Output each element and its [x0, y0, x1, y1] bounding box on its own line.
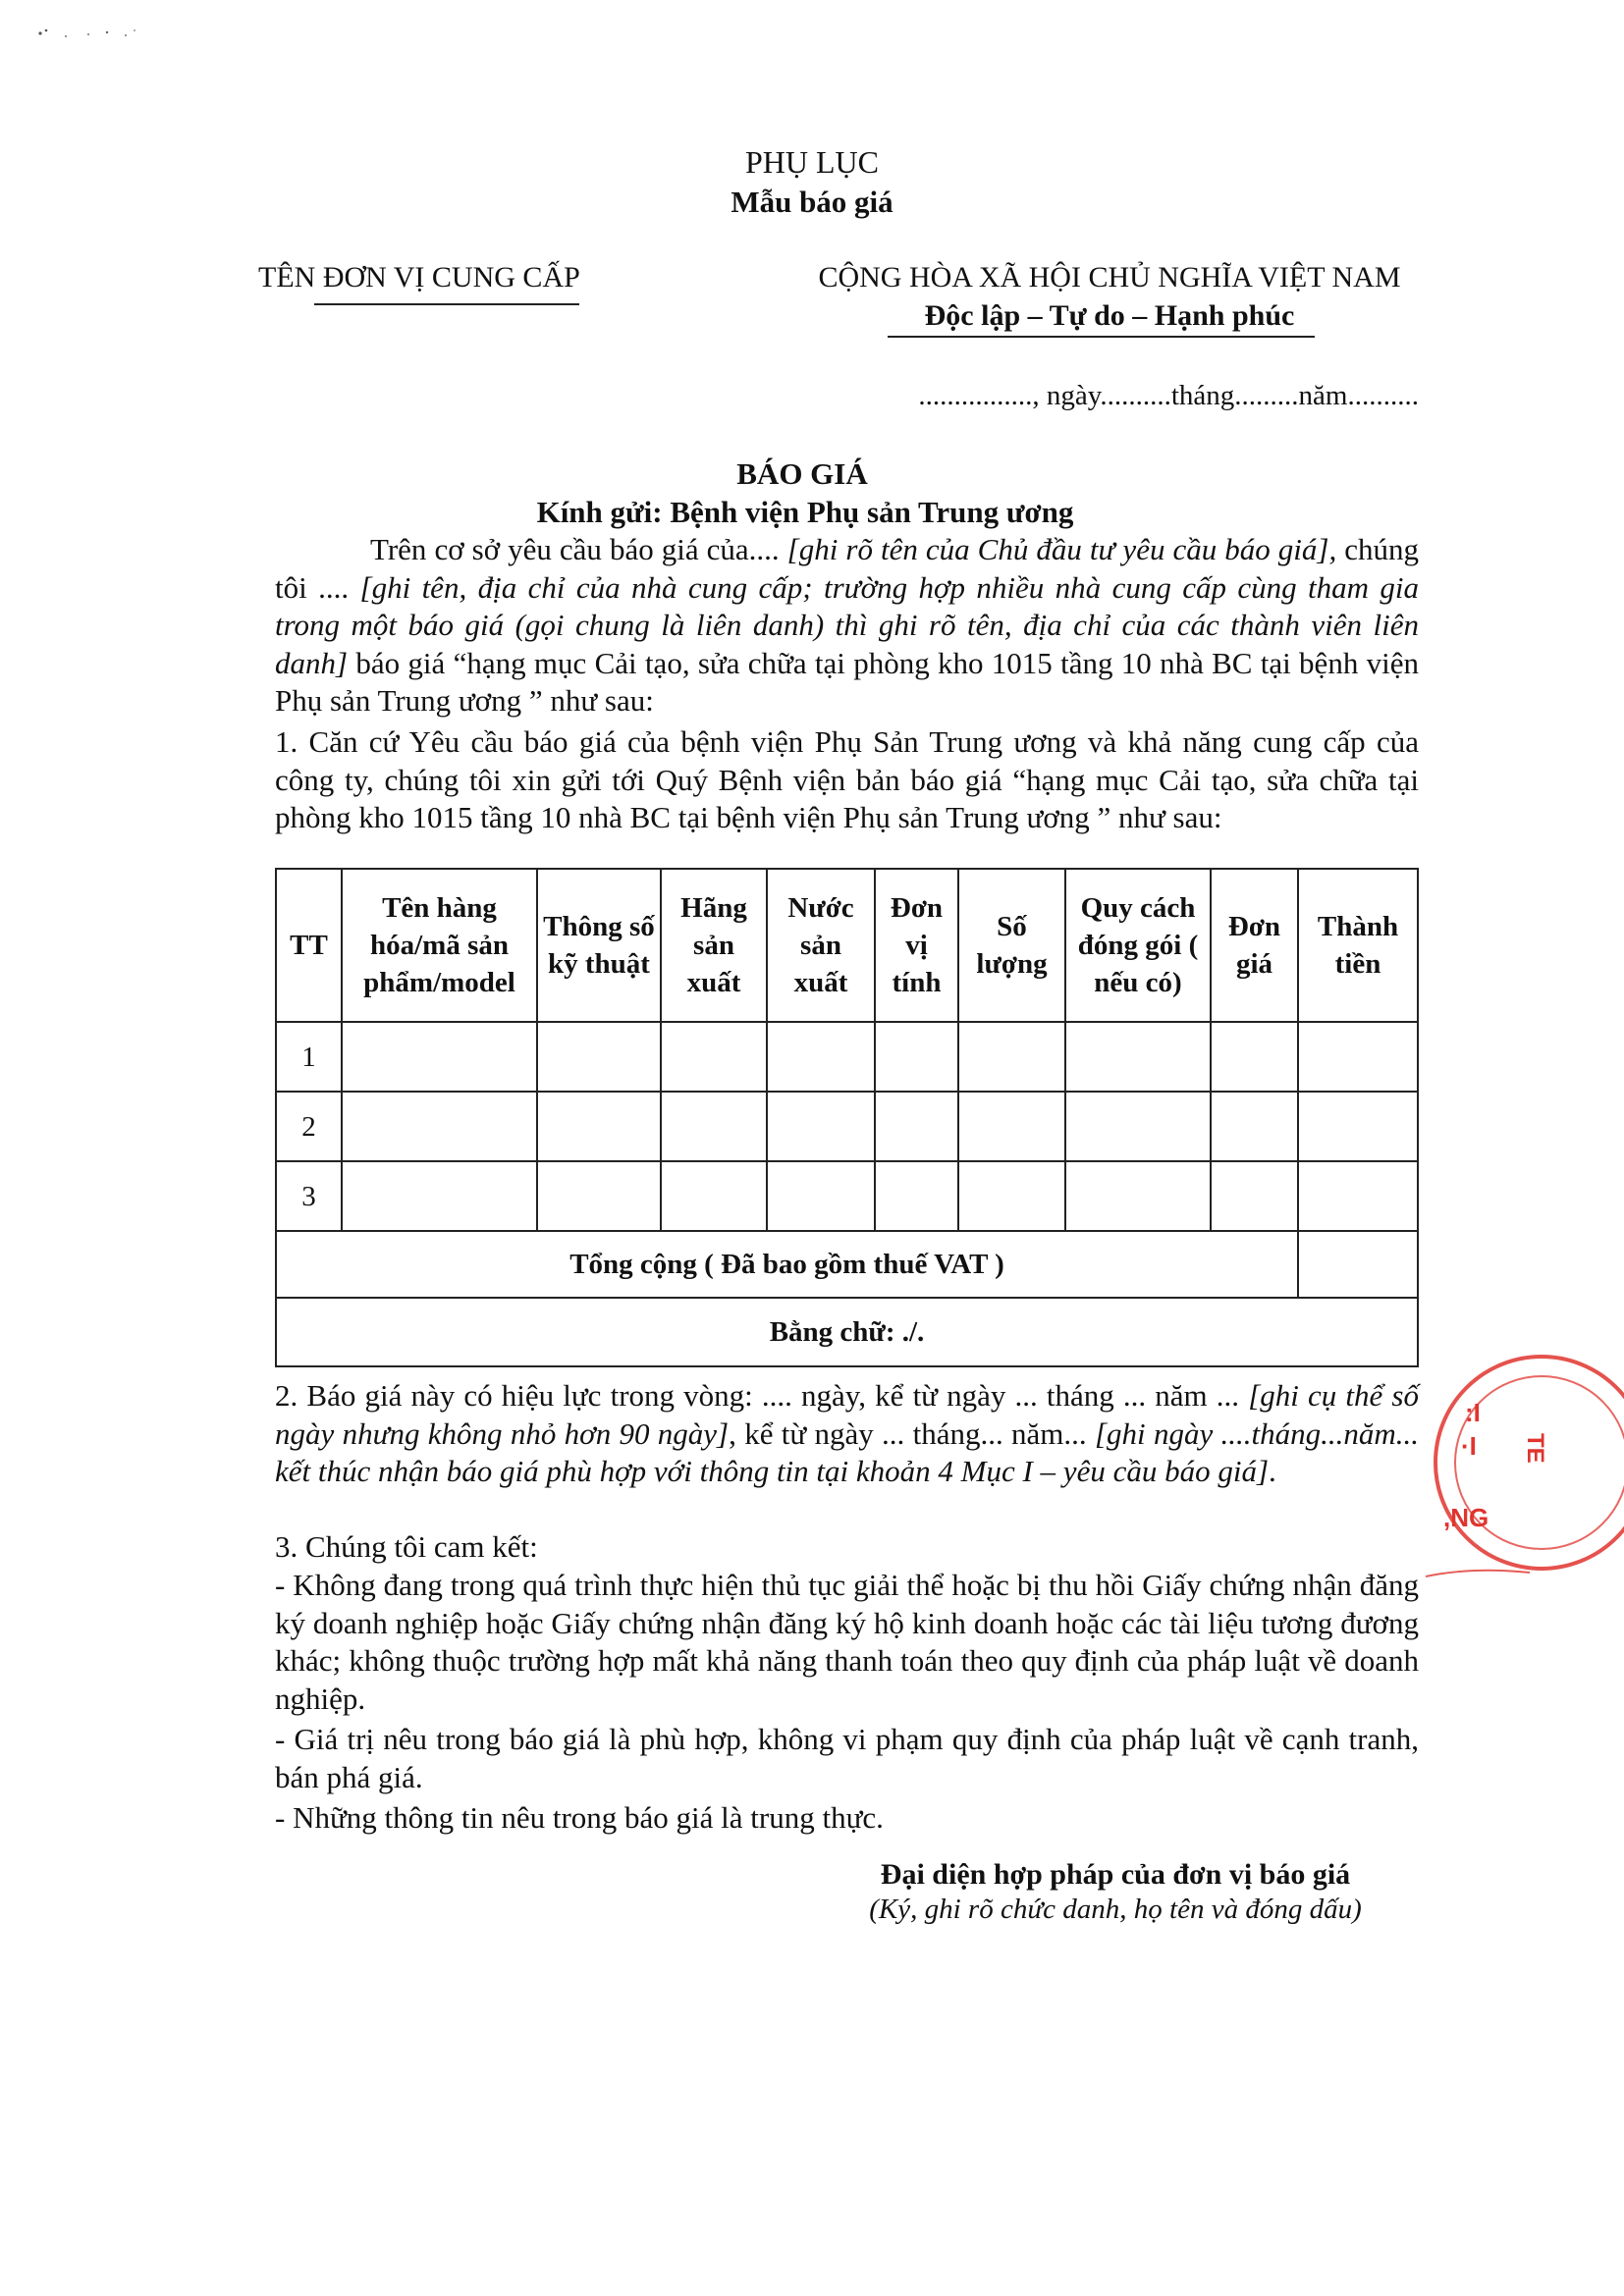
svg-text:TE: TE	[1522, 1433, 1548, 1464]
header-unit-price: Đơn giá	[1211, 869, 1298, 1022]
header-country: Nước sản xuất	[767, 869, 875, 1022]
header-manufacturer: Hãng sản xuất	[661, 869, 767, 1022]
total-value-cell	[1298, 1231, 1418, 1298]
intro-tail: báo giá “hạng mục Cải tạo, sửa chữa tại phòng kho 1015 tầng 10 nhà BC tại bệnh viện Phụ sản Trung ương ” như sau:	[275, 645, 1419, 718]
row-number: 3	[276, 1161, 342, 1231]
appendix-title: PHỤ LỤC	[744, 144, 879, 180]
intro-lead: Trên cơ sở yêu cầu báo giá của....	[370, 532, 780, 566]
appendix-subtitle: Mẫu báo giá	[731, 185, 893, 219]
commitment-3: - Những thông tin nêu trong báo giá là trung thực.	[275, 1800, 884, 1835]
quote-title: BÁO GIÁ	[736, 456, 868, 491]
row-number: 1	[276, 1022, 342, 1092]
commitment-1: - Không đang trong quá trình thực hiện thủ tục giải thể hoặc bị thu hồi Giấy chứng nhận đăng ký doanh nghiệp hoặc Giấy chứng nhận đăng ký hộ kinh doanh hoặc các tài liệu tương đương khác; không thuộc trường hợp mất khả năng thanh toán theo quy định của pháp luật về doanh nghiệp.	[275, 1568, 1419, 1716]
table-words-row	[276, 1298, 1418, 1366]
item-2-end: .	[1269, 1454, 1276, 1488]
item-1-paragraph: 1. Căn cứ Yêu cầu báo giá của bệnh viện Phụ Sản Trung ương và khả năng cung cấp của công ty, chúng tôi xin gửi tới Quý Bệnh viện bản báo giá “hạng mục Cải tạo, sửa chữa tại phòng kho 1015 tầng 10 nhà BC tại bệnh viện Phụ sản Trung ương ” như sau:	[275, 724, 1419, 834]
item-2-mid: , kể từ ngày ... tháng... năm...	[729, 1415, 1087, 1451]
header-amount: Thành tiền	[1298, 869, 1418, 1022]
supplier-name: TÊN ĐƠN VỊ CUNG CẤP	[258, 261, 580, 294]
intro-instruction-investor: [ghi rõ tên của Chủ đầu tư yêu cầu báo giá],	[779, 532, 1337, 566]
header-specifications: Thông số kỹ thuật	[537, 869, 661, 1022]
table-row	[276, 1161, 1418, 1231]
svg-text::I: :I	[1465, 1398, 1481, 1427]
header-tt: TT	[276, 869, 342, 1022]
quote-recipient: Kính gửi: Bệnh viện Phụ sản Trung ương	[536, 495, 1074, 529]
table-header-row	[276, 869, 1418, 1022]
intro-mid: chúng tôi ....	[275, 532, 1420, 605]
red-seal-stamp	[1414, 1345, 1624, 1580]
quotation-table	[275, 868, 1419, 1367]
signature-note: (Ký, ghi rõ chức danh, họ tên và đóng dấu)	[869, 1894, 1362, 1925]
intro-paragraph	[275, 531, 1419, 721]
table-row	[276, 1022, 1418, 1092]
svg-text:·I: ·I	[1461, 1431, 1477, 1461]
header-product-name: Tên hàng hóa/mã sản phẩm/model	[342, 869, 537, 1022]
svg-text:,NG: ,NG	[1443, 1503, 1489, 1532]
item-2-lead: 2. Báo giá này có hiệu lực trong vòng: .... ngày, kể từ ngày ... tháng ... năm ...	[275, 1378, 1240, 1413]
item-2-paragraph	[275, 1377, 1419, 1491]
item-2-instruction-date: [ghi ngày ....tháng...năm... kết thúc nhận báo giá phù hợp với thông tin tại khoản 4 Mục I – yêu cầu báo giá]	[275, 1415, 1420, 1488]
item-2-instruction-days: [ghi cụ thể số ngày nhưng không nhỏ hơn 90 ngày]	[275, 1378, 1419, 1451]
row-number: 2	[276, 1092, 342, 1161]
header-unit: Đơn vị tính	[875, 869, 958, 1022]
date-line: ................, ngày..........tháng.........năm..........	[918, 380, 1419, 411]
supplier-underline	[314, 303, 579, 305]
national-motto: Độc lập – Tự do – Hạnh phúc	[924, 299, 1295, 332]
header-quantity: Số lượng	[958, 869, 1065, 1022]
table-total-row	[276, 1231, 1418, 1298]
scan-specks	[37, 22, 155, 51]
motto-underline	[888, 336, 1315, 338]
item-3-title: 3. Chúng tôi cam kết:	[275, 1529, 538, 1564]
intro-instruction-supplier: [ghi tên, địa chỉ của nhà cung cấp; trường hợp nhiều nhà cung cấp cùng tham gia trong một báo giá (gọi chung là liên danh) thì ghi rõ tên, địa chỉ của các thành viên liên danh]	[275, 569, 1419, 680]
nation-name: CỘNG HÒA XÃ HỘI CHỦ NGHĨA VIỆT NAM	[818, 261, 1401, 294]
total-label: Tổng cộng ( Đã bao gồm thuế VAT )	[276, 1231, 1298, 1298]
signature-title: Đại diện hợp pháp của đơn vị báo giá	[880, 1858, 1351, 1891]
commitment-2: - Giá trị nêu trong báo giá là phù hợp, không vi phạm quy định của pháp luật về cạnh tranh, bán phá giá.	[275, 1722, 1419, 1794]
table-row	[276, 1092, 1418, 1161]
amount-in-words: Bằng chữ: ./.	[276, 1298, 1418, 1366]
header-packaging: Quy cách đóng gói ( nếu có)	[1065, 869, 1211, 1022]
